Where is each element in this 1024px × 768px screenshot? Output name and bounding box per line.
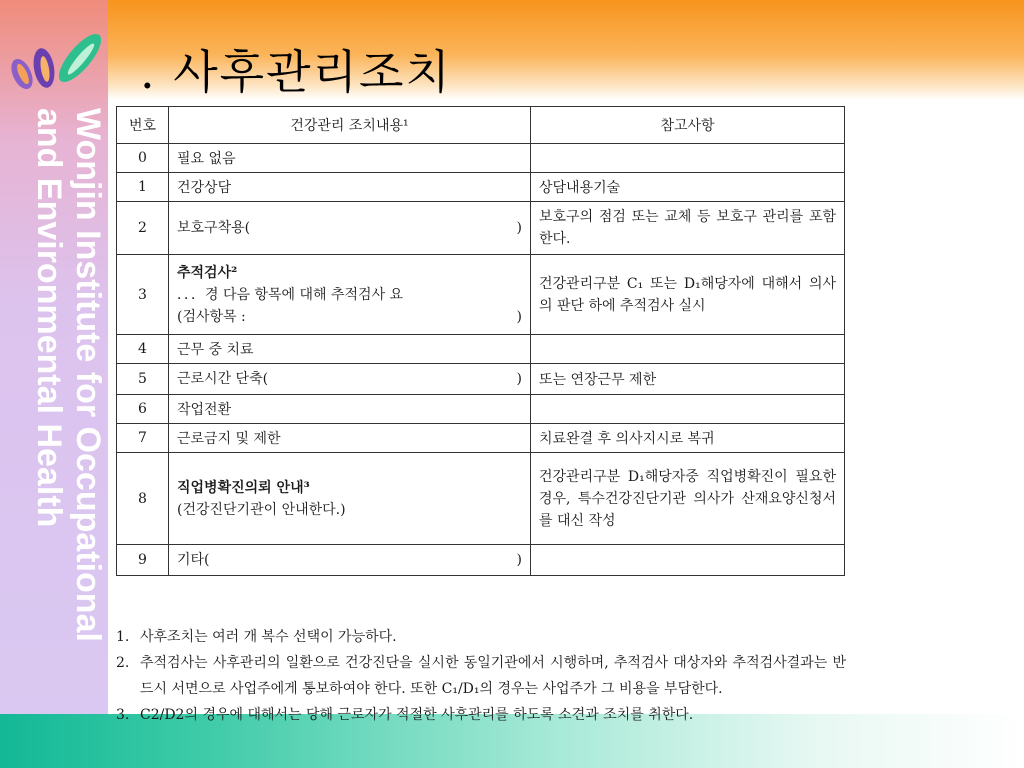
header-content: 건강관리 조치내용¹ [169, 107, 531, 144]
row-reference: 또는 연장근무 제한 [531, 364, 845, 395]
row-content [169, 364, 531, 395]
row-reference [531, 335, 845, 364]
post-management-table [116, 106, 845, 576]
row-reference: 치료완결 후 의사지시로 복귀 [531, 424, 845, 453]
row-content-close: ) [516, 371, 522, 387]
footnote-text: C2/D2의 경우에 대해서는 당해 근로자가 적절한 사후관리를 하도록 소견과 조치를 취한다. [140, 707, 694, 723]
row-reference: 건강관리구분 D₁해당자중 직업병확진이 필요한 경우, 특수건강진단기관 의사가 산재요양신청서를 대신 작성 [531, 453, 845, 545]
row-number: 8 [117, 453, 169, 545]
header-no: 번호 [117, 107, 169, 144]
row-content [169, 453, 531, 545]
table-row [117, 335, 845, 364]
table-header-row [117, 107, 845, 144]
row-content-line3: (검사항목 : [177, 308, 246, 325]
footnotes [116, 624, 846, 728]
table-row [117, 545, 845, 576]
content-panel [108, 100, 852, 712]
footnote-item [116, 650, 846, 702]
table-row [117, 395, 845, 424]
row-number: 3 [117, 255, 169, 335]
row-reference: 상담내용기술 [531, 173, 845, 202]
table-row [117, 364, 845, 395]
row-reference [531, 144, 845, 173]
slide-title: . 사후관리조치 [140, 45, 452, 99]
table-row [117, 173, 845, 202]
table-row [117, 202, 845, 255]
header-reference: 참고사항 [531, 107, 845, 144]
footnote-number: 1. [116, 629, 130, 645]
row-reference [531, 395, 845, 424]
row-content: 근무 중 치료 [169, 335, 531, 364]
row-content-text: 근로시간 단축( [177, 371, 269, 387]
row-content-close: ) [516, 220, 522, 236]
row-reference: 보호구의 점검 또는 교체 등 보호구 관리를 포함한다. [531, 202, 845, 255]
footnote-text: 사후조치는 여러 개 복수 선택이 가능하다. [140, 629, 397, 645]
row-content [169, 255, 531, 335]
table-row [117, 255, 845, 335]
leaf-logo-icon [4, 24, 108, 94]
row-number: 0 [117, 144, 169, 173]
row-number: 5 [117, 364, 169, 395]
footnote-item [116, 624, 846, 650]
row-content-line2: ．．．경 다음 항목에 대해 추적검사 요 [177, 286, 404, 303]
row-content-line2: (건강진단기관이 안내한다.) [177, 501, 346, 518]
row-content: 필요 없음 [169, 144, 531, 173]
row-reference [531, 545, 845, 576]
table-row [117, 424, 845, 453]
row-number: 6 [117, 395, 169, 424]
row-content: 작업전환 [169, 395, 531, 424]
row-number: 9 [117, 545, 169, 576]
footnote-item [116, 702, 846, 728]
row-reference: 건강관리구분 C₁ 또는 D₁해당자에 대해서 의사의 판단 하에 추적검사 실시 [531, 255, 845, 335]
row-number: 1 [117, 173, 169, 202]
organization-name [16, 100, 106, 710]
footnote-text: 추적검사는 사후관리의 일환으로 건강진단을 실시한 동일기관에서 시행하며, 추적검사 대상자와 추적검사결과는 반드시 서면으로 사업주에게 통보하여야 한다. 또한 C₁/D₁의 경우는 사업주가 그 비용을 부담한다. [140, 655, 846, 697]
row-number: 2 [117, 202, 169, 255]
org-name-line1: Wonjin Institute for Occupational [69, 108, 106, 642]
row-content-close: ) [516, 308, 522, 325]
row-content-title: 추적검사² [177, 264, 238, 281]
table-row [117, 144, 845, 173]
row-content-text: 기타( [177, 552, 210, 568]
row-number: 7 [117, 424, 169, 453]
row-content [169, 545, 531, 576]
row-content-text: 보호구착용( [177, 220, 251, 236]
footnote-number: 2. [116, 655, 130, 671]
org-name-line2: and Environmental Health [30, 108, 68, 528]
footnote-number: 3. [116, 707, 130, 723]
row-content: 건강상담 [169, 173, 531, 202]
row-number: 4 [117, 335, 169, 364]
table-row [117, 453, 845, 545]
row-content [169, 202, 531, 255]
row-content-close: ) [516, 552, 522, 568]
row-content-title: 직업병확진의뢰 안내³ [177, 479, 310, 496]
row-content: 근로금지 및 제한 [169, 424, 531, 453]
